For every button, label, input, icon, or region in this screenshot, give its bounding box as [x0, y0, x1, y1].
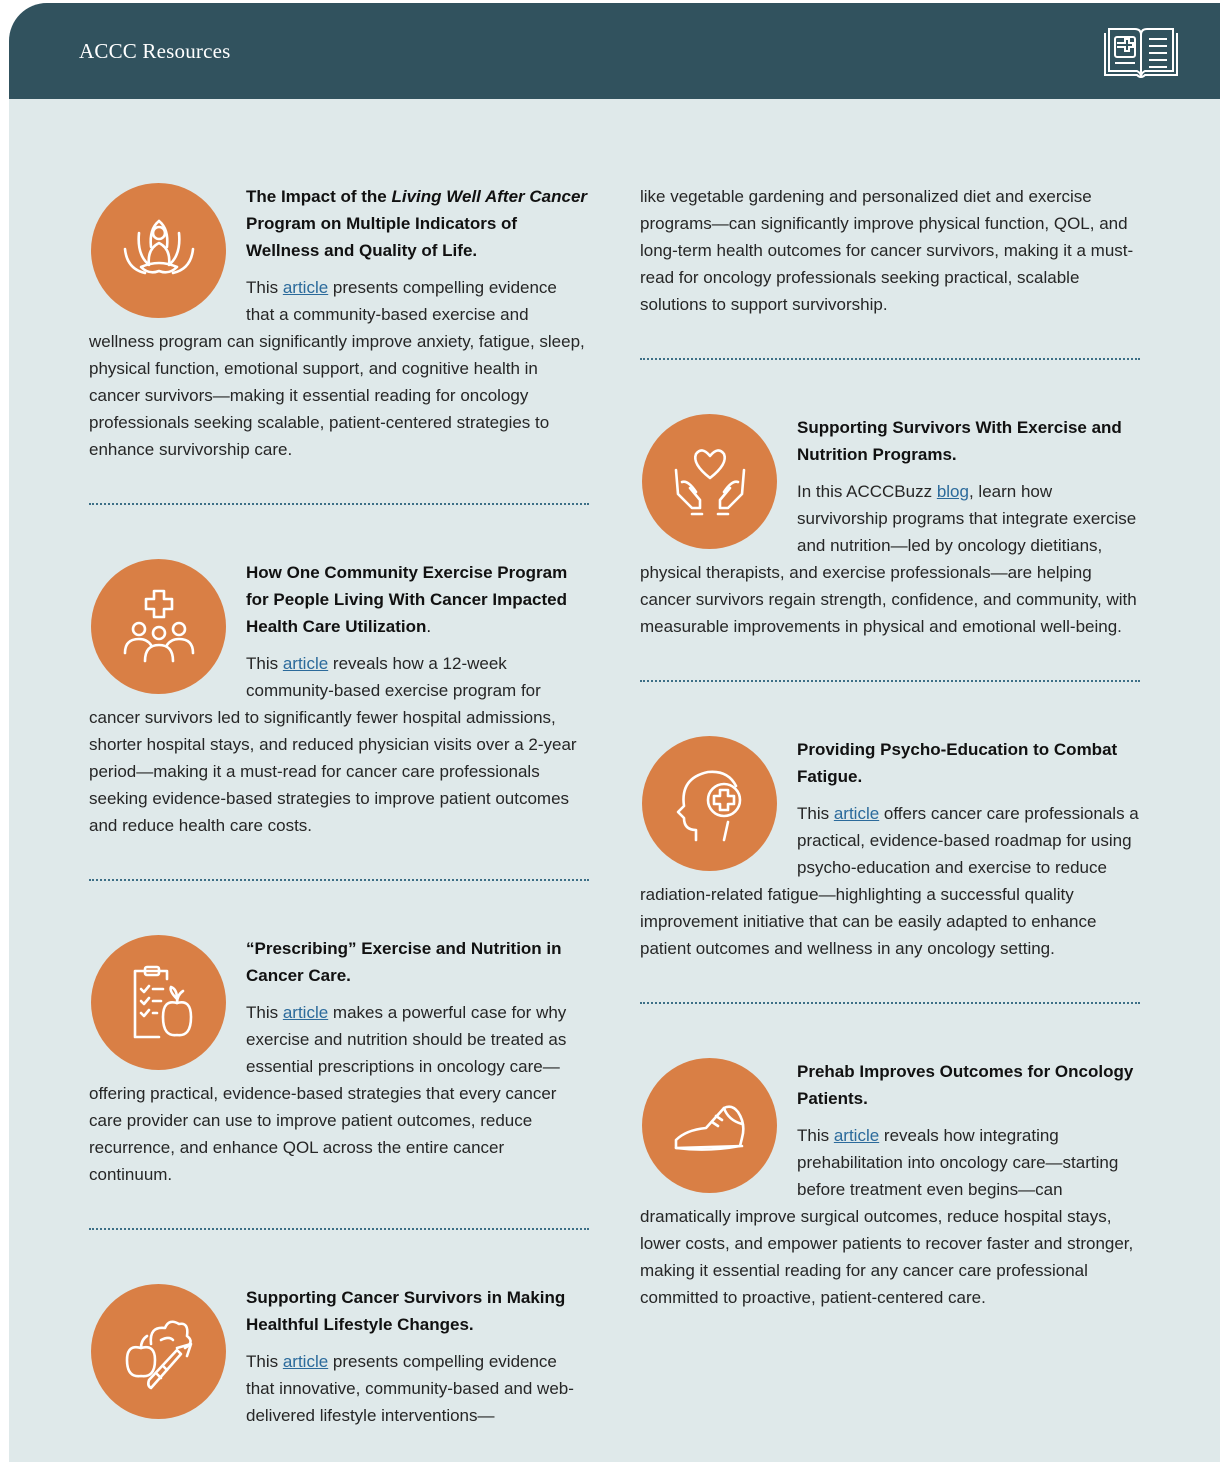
item-body: This article reveals how a 12-week community-based exercise program for cancer survivors led to significantly fewer hospital admissions, shorter hospital stays, and reduced physician visits over a 2-year period—making it a must-read for cancer care professionals seeking evidence-based strategies to improve patient outcomes and reduce health care costs. — [89, 654, 577, 835]
resource-item-living-well — [89, 183, 589, 463]
item-body: This article makes a powerful case for why exercise and nutrition should be treated as essential prescriptions in oncology care—offering practical, evidence-based strategies that every cancer care provider can use to improve patient outcomes, reduce recurrence, and enhance QOL across the entire cancer continuum. — [89, 1003, 567, 1184]
item-body: This article presents compelling evidence that a community-based exercise and wellness program can significantly improve anxiety, fatigue, sleep, physical function, emotional support, and cognitive health in cancer survivors—making it essential reading for oncology professionals seeking scalable, patient-centered strategies to enhance survivorship care. — [89, 278, 585, 459]
lotus-meditation-icon — [91, 183, 226, 318]
fruit-vegetables-icon — [91, 1284, 226, 1419]
resource-item-prescribing — [89, 935, 589, 1188]
left-column — [89, 183, 589, 1429]
divider — [640, 358, 1140, 360]
article-link[interactable]: article — [282, 654, 329, 673]
sneaker-icon — [642, 1058, 777, 1193]
blog-link[interactable]: blog — [936, 482, 969, 501]
clipboard-apple-icon — [91, 935, 226, 1070]
divider — [89, 1228, 589, 1230]
item-body: This article reveals how integrating prehabilitation into oncology care—starting before treatment even begins—can dramatically improve surgical outcomes, reduce hospital stays, lower costs, and empower patients to recover faster and stronger, making it essential reading for any cancer care professional committed to proactive, patient-centered care. — [640, 1126, 1134, 1307]
article-link[interactable]: article — [833, 1126, 880, 1145]
header-bar — [9, 3, 1220, 99]
article-link[interactable]: article — [282, 278, 329, 297]
head-medical-cross-icon — [642, 736, 777, 871]
divider — [89, 879, 589, 881]
header-title: ACCC Resources — [79, 39, 231, 63]
item-title: Providing Psycho-Education to Combat Fatigue. — [797, 740, 1118, 786]
resource-item-psycho-education — [640, 736, 1140, 962]
item-body: In this ACCCBuzz blog, learn how survivorship programs that integrate exercise and nutrition—led by oncology dietitians, physical therapists, and exercise professionals—are helping cancer survivors regain strength, confidence, and community, with measurable improvements in physical and emotional well-being. — [640, 482, 1137, 636]
article-link[interactable]: article — [282, 1003, 329, 1022]
item-body-continued: like vegetable gardening and personalized diet and exercise programs—can significantly improve physical function, QOL, and long-term health outcomes for cancer survivors, making it a must-read for oncology professionals seeking practical, scalable solutions to support survivorship. — [640, 187, 1134, 314]
resource-item-community-exercise — [89, 559, 589, 839]
divider — [89, 503, 589, 505]
right-column — [640, 183, 1140, 1311]
item-title: How One Community Exercise Program for People Living With Cancer Impacted Health Care Utilization. — [246, 563, 568, 636]
item-title: Prehab Improves Outcomes for Oncology Patients. — [797, 1062, 1134, 1108]
item-title: Supporting Cancer Survivors in Making Healthful Lifestyle Changes. — [246, 1288, 566, 1334]
community-health-group-icon — [91, 559, 226, 694]
item-body: This article presents compelling evidence that innovative, community-based and web-delivered lifestyle interventions— — [246, 1352, 574, 1425]
item-title: Supporting Survivors With Exercise and Nutrition Programs. — [797, 418, 1122, 464]
item-body: This article offers cancer care professionals a practical, evidence-based roadmap for using psycho-education and exercise to reduce radiation-related fatigue—highlighting a successful quality improvement initiative that can be easily adapted to enhance patient outcomes and wellness in any oncology setting. — [640, 804, 1139, 958]
article-link[interactable]: article — [282, 1352, 329, 1371]
item-title: “Prescribing” Exercise and Nutrition in Cancer Care. — [246, 939, 562, 985]
book-medical-icon — [1101, 25, 1181, 81]
hands-heart-icon — [642, 414, 777, 549]
resources-page — [9, 3, 1220, 1462]
resource-item-prehab — [640, 1058, 1140, 1311]
divider — [640, 1002, 1140, 1004]
resource-item-survivors-programs — [640, 414, 1140, 640]
article-link[interactable]: article — [833, 804, 880, 823]
resource-item-lifestyle-changes — [89, 1284, 589, 1429]
item-title: The Impact of the Living Well After Cancer Program on Multiple Indicators of Wellness and Quality of Life. — [246, 187, 588, 260]
divider — [640, 680, 1140, 682]
